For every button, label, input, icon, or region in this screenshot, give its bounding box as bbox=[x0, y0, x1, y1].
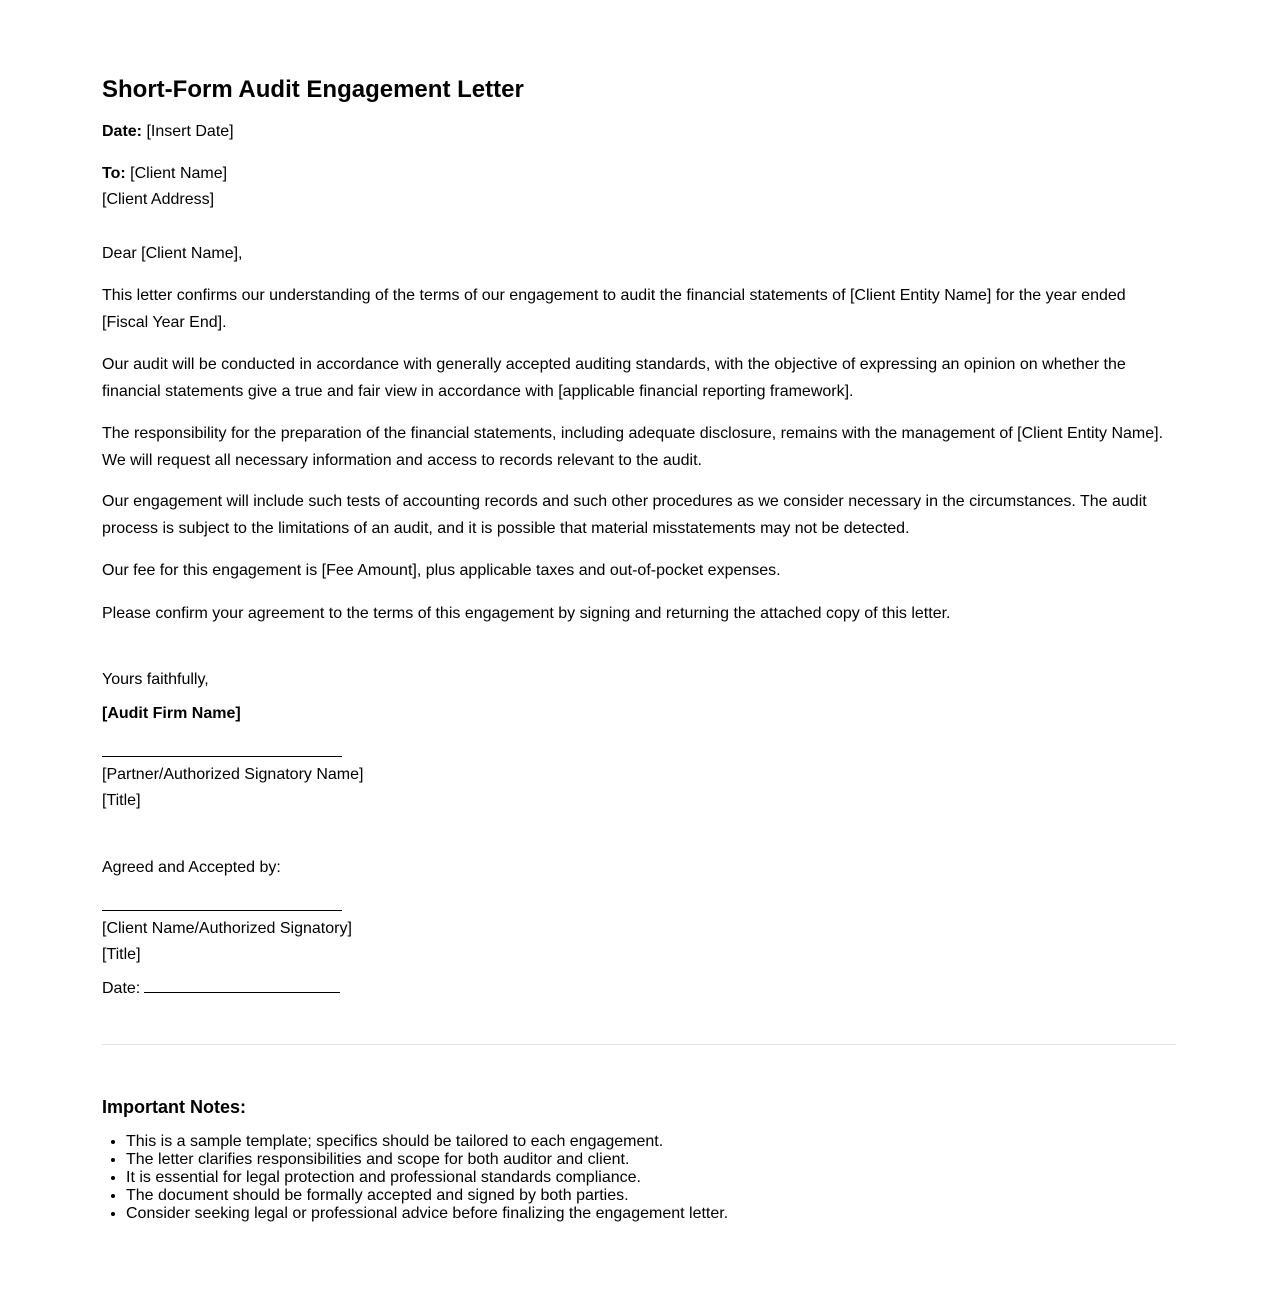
client-date-signature-line bbox=[144, 976, 340, 993]
recipient-line bbox=[102, 161, 227, 187]
notes-title: Important Notes: bbox=[102, 1097, 246, 1117]
paragraph-fee: Our fee for this engagement is [Fee Amount], plus applicable taxes and out-of-pocket expenses. bbox=[102, 562, 781, 579]
notes-list bbox=[102, 1133, 728, 1223]
client-address: [Client Address] bbox=[102, 191, 215, 208]
firm-name: [Audit Firm Name] bbox=[102, 705, 241, 722]
list-item: • This is a sample template; specifics should be tailored to each engagement. bbox=[126, 1133, 728, 1151]
date-value: [Insert Date] bbox=[146, 123, 234, 140]
client-date-label: Date: bbox=[102, 980, 141, 997]
client-title: [Title] bbox=[102, 946, 141, 963]
paragraph-engagement: This letter confirms our understanding of the terms of our engagement to audit the financial statements of [Client Entity Name] for the year ended [Fiscal Year End]. bbox=[102, 287, 1126, 331]
signatory-name: [Partner/Authorized Signatory Name] bbox=[102, 766, 364, 783]
client-signatory: [Client Name/Authorized Signatory] bbox=[102, 920, 352, 937]
date-line bbox=[102, 119, 234, 145]
date-label: Date: bbox=[102, 123, 143, 140]
list-item: • The document should be formally accepted and signed by both parties. bbox=[126, 1187, 728, 1205]
closing: Yours faithfully, bbox=[102, 671, 209, 688]
acceptance-label: Agreed and Accepted by: bbox=[102, 859, 281, 876]
page-title: Short-Form Audit Engagement Letter bbox=[102, 76, 524, 103]
client-date-line bbox=[102, 976, 340, 1002]
to-label: To: bbox=[102, 165, 126, 182]
to-value: [Client Name] bbox=[130, 165, 228, 182]
auditor-signature-line bbox=[102, 756, 342, 757]
paragraph-procedures: Our engagement will include such tests of accounting records and such other procedures as we consider necessary in the circumstances. The audit process is subject to the limitations of an audit, and it is possible that material misstatements may not be detected. bbox=[102, 493, 1147, 537]
salutation: Dear [Client Name], bbox=[102, 245, 243, 262]
paragraph-standards: Our audit will be conducted in accordance with generally accepted auditing standards, with the objective of expressing an opinion on whether the financial statements give a true and fair view in accordance with [applicable financial reporting framework]. bbox=[102, 356, 1126, 400]
list-item: • Consider seeking legal or professional advice before finalizing the engagement letter. bbox=[126, 1205, 728, 1223]
list-item: • The letter clarifies responsibilities and scope for both auditor and client. bbox=[126, 1151, 728, 1169]
paragraph-confirmation: Please confirm your agreement to the terms of this engagement by signing and returning the attached copy of this letter. bbox=[102, 605, 951, 622]
signatory-title: [Title] bbox=[102, 792, 141, 809]
section-divider bbox=[102, 1044, 1176, 1045]
client-signature-line bbox=[102, 910, 342, 911]
list-item: • It is essential for legal protection and professional standards compliance. bbox=[126, 1169, 728, 1187]
paragraph-responsibility: The responsibility for the preparation of the financial statements, including adequate disclosure, remains with the management of [Client Entity Name]. We will request all necessary information and access to records relevant to the audit. bbox=[102, 425, 1164, 469]
